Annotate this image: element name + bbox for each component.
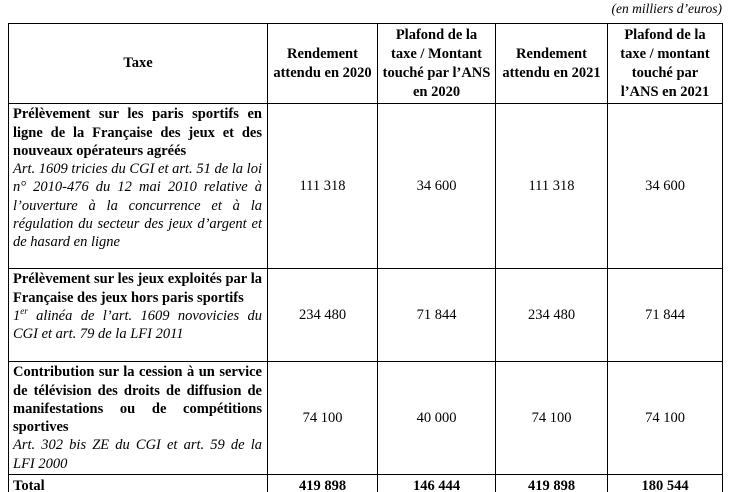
header-rendement-2020: Rendement attendu en 2020	[268, 24, 378, 104]
value-rendement-2020: 234 480	[268, 269, 378, 362]
value-plafond-2020: 71 844	[378, 269, 496, 362]
total-plafond-2021: 180 544	[608, 474, 723, 492]
tax-name: Contribution sur la cession à un service de télévision des droits de diffusion de manifestations ou de compétitions sportives	[13, 364, 262, 436]
value-rendement-2021: 234 480	[496, 269, 608, 362]
ref-base: 1	[13, 307, 21, 324]
value-plafond-2020: 40 000	[378, 362, 496, 475]
header-row	[9, 24, 723, 104]
value-rendement-2021: 74 100	[496, 362, 608, 475]
header-taxe: Taxe	[9, 24, 268, 104]
table-row-total	[9, 474, 723, 492]
table-row-jeux-hors-paris-sportifs	[9, 269, 723, 362]
tax-name: Prélèvement sur les paris sportifs en ligne de la Française des jeux et des nouveaux opérateurs agréés	[13, 106, 262, 159]
value-rendement-2021: 111 318	[496, 104, 608, 269]
tax-name: Prélèvement sur les jeux exploités par la Française des jeux hors paris sportifs	[13, 271, 262, 306]
table-row-paris-sportifs-en-ligne	[9, 104, 723, 269]
ref-rest: alinéa de l’art. 1609 novovicies du CGI et art. 79 de la LFI 2011	[13, 307, 262, 343]
table-row-contribution-droits-tv	[9, 362, 723, 475]
unit-note: (en milliers d’euros)	[611, 1, 722, 16]
header-rendement-2021: Rendement attendu en 2021	[496, 24, 608, 104]
total-rendement-2020: 419 898	[268, 474, 378, 492]
total-rendement-2021: 419 898	[496, 474, 608, 492]
value-plafond-2021: 74 100	[608, 362, 723, 475]
value-plafond-2021: 34 600	[608, 104, 723, 269]
value-rendement-2020: 74 100	[268, 362, 378, 475]
tax-legal-reference: Art. 302 bis ZE du CGI et art. 59 de la LFI 2000	[13, 437, 262, 472]
tax-legal-reference	[13, 307, 262, 344]
tax-table	[8, 23, 723, 492]
tax-name-cell	[9, 362, 268, 475]
header-plafond-2021: Plafond de la taxe / montant touché par l’ANS en 2021	[608, 24, 723, 104]
value-plafond-2020: 34 600	[378, 104, 496, 269]
value-rendement-2020: 111 318	[268, 104, 378, 269]
tax-legal-reference: Art. 1609 tricies du CGI et art. 51 de la loi n° 2010-476 du 12 mai 2010 relative à l’ouverture à la concurrence et à la régulation du secteur des jeux d’argent et de hasard en ligne	[13, 161, 262, 251]
tax-name-cell	[9, 104, 268, 269]
header-plafond-2020: Plafond de la taxe / Montant touché par l’ANS en 2020	[378, 24, 496, 104]
total-plafond-2020: 146 444	[378, 474, 496, 492]
tax-name-cell	[9, 269, 268, 362]
total-label: Total	[9, 474, 268, 492]
ref-superscript: er	[20, 306, 28, 317]
value-plafond-2021: 71 844	[608, 269, 723, 362]
